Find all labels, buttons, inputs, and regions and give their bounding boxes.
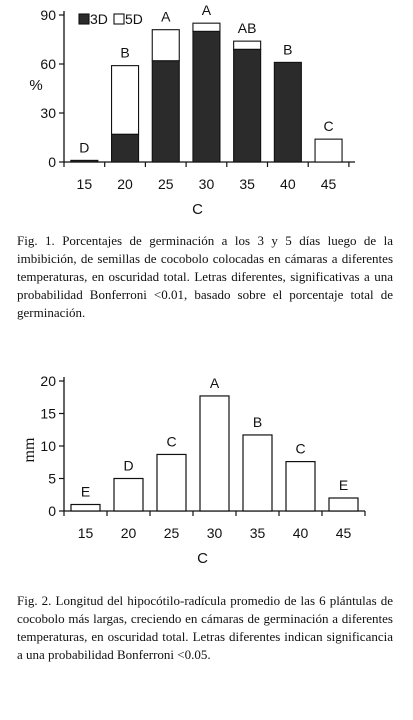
fig2-y-tick-label: 5 (48, 470, 56, 487)
fig2-significance-letter: A (209, 374, 220, 391)
fig2-x-tick-label: 25 (163, 525, 180, 541)
fig2-x-axis-label: C (197, 550, 208, 567)
fig1-bar-3d (234, 49, 261, 162)
fig2-bar (329, 498, 358, 511)
fig1-bar-3d (274, 62, 301, 162)
fig2-y-axis-label: mm (21, 437, 38, 463)
fig2-significance-letter: C (295, 440, 306, 457)
fig1-legend-swatch (114, 14, 124, 24)
fig2-x-tick-label: 45 (335, 525, 352, 541)
fig1-bar-3d (112, 134, 139, 162)
fig1-significance-letter: D (79, 139, 90, 156)
fig2-y-tick-label: 0 (48, 503, 56, 519)
fig2-significance-letter: D (123, 457, 134, 474)
fig1-x-tick-label: 30 (198, 176, 215, 192)
fig1-x-tick-label: 35 (239, 176, 255, 192)
fig1-bar-3d (152, 61, 179, 162)
fig1-y-axis-label: % (29, 77, 43, 94)
fig1-bar-5d (112, 66, 139, 135)
fig1-x-tick-label: 40 (280, 176, 296, 192)
fig2-bar (200, 396, 229, 511)
fig1-x-tick-label: 20 (117, 176, 133, 192)
fig1-significance-letter: A (161, 8, 171, 25)
fig1-significance-letter: AB (237, 20, 257, 37)
fig1-legend-swatch (79, 14, 89, 24)
fig1-y-tick-label: 90 (40, 7, 56, 23)
fig1-significance-letter: B (283, 41, 293, 58)
fig1-bar-3d (193, 31, 220, 162)
fig1-x-tick-label: 25 (157, 176, 174, 192)
fig1-y-tick-label: 0 (48, 154, 56, 170)
fig1-legend-label: 3D (90, 11, 108, 27)
figure-1-caption: Fig. 1. Porcentajes de germinación a los 3 y 5 días luego de la imbibición, de semillas de cocobolo colocadas en cámaras a diferentes temperaturas, en oscuridad total. Letras diferentes, significativas a una probabilidad Bonferroni <0.01, basado sobre el porcentaje total de germinación. (17, 233, 393, 320)
fig1-y-tick-label: 30 (40, 105, 56, 121)
fig1-legend-label: 5D (125, 11, 143, 27)
fig2-y-tick-label: 20 (40, 373, 56, 389)
fig2-x-tick-label: 15 (77, 525, 94, 541)
fig2-x-tick-label: 30 (206, 525, 223, 541)
fig1-significance-letter: C (323, 118, 334, 135)
fig2-bar (157, 454, 186, 511)
fig1-y-tick-label: 60 (40, 56, 56, 72)
fig2-bar (286, 462, 315, 511)
figure-2-caption: Fig. 2. Longitud del hipocótilo-radícula promedio de las 6 plántulas de cocobolo más largas, creciendo en cámaras de germinación a diferentes temperaturas, en oscuridad total. Letras diferentes indican significancia a una probabilidad Bonferroni <0.05. (17, 593, 393, 662)
fig2-x-tick-label: 35 (249, 525, 266, 541)
fig1-significance-letter: A (201, 2, 212, 19)
fig1-significance-letter: B (120, 44, 130, 61)
fig1-bar-5d (193, 23, 220, 31)
fig1-x-tick-label: 15 (76, 176, 93, 192)
fig2-significance-letter: E (338, 477, 349, 493)
fig2-y-tick-label: 15 (40, 405, 56, 422)
fig2-bar (243, 435, 272, 511)
fig2-significance-letter: B (252, 413, 263, 430)
fig1-x-axis-label: C (192, 201, 203, 218)
fig2-significance-letter: E (80, 483, 91, 500)
fig1-bar-5d (234, 41, 261, 49)
fig2-y-tick-label: 10 (40, 438, 56, 454)
fig2-bar (114, 479, 143, 512)
fig1-bar-5d (315, 139, 342, 162)
fig1-bar-3d (71, 160, 98, 162)
fig2-significance-letter: C (166, 433, 177, 450)
fig2-bar (71, 505, 100, 512)
fig1-x-tick-label: 45 (320, 176, 337, 192)
fig2-x-tick-label: 40 (292, 525, 309, 541)
fig1-bar-5d (152, 30, 179, 61)
fig2-x-tick-label: 20 (120, 525, 137, 541)
